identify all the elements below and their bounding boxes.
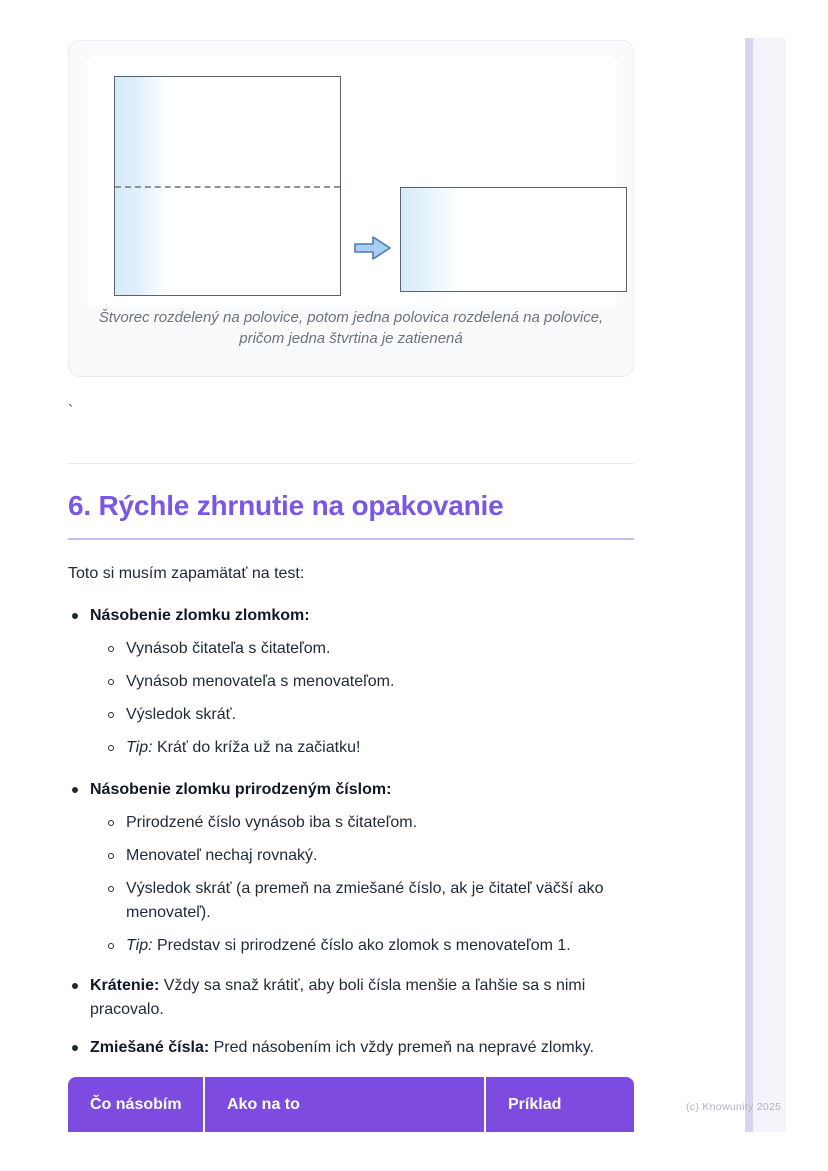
- circle-bullet-icon: [108, 844, 126, 868]
- circle-bullet-icon: [108, 934, 126, 958]
- sub-list-item-text: Tip: Kráť do kríža už na začiatku!: [126, 739, 361, 756]
- sub-list-item-text: Menovateľ nechaj rovnaký.: [126, 847, 318, 864]
- sub-list-item: [68, 934, 634, 958]
- list-item-text: Krátenie: Vždy sa snaž krátiť, aby boli čísla menšie a ľahšie sa s nimi pracovalo.: [90, 977, 586, 1018]
- list-item: [68, 974, 634, 1022]
- circle-bullet-icon: [108, 736, 126, 760]
- tip-label: Tip:: [126, 937, 153, 954]
- next-page-edge: [745, 38, 786, 1132]
- list-item: [68, 604, 634, 628]
- sub-list-item: [68, 811, 634, 835]
- sub-list-item: [68, 844, 634, 868]
- sub-list-item-text: Vynásob čitateľa s čitateľom.: [126, 640, 331, 657]
- sub-list-item: [68, 736, 634, 760]
- circle-bullet-icon: [108, 811, 126, 835]
- list-item: [68, 778, 634, 802]
- section-heading: 6. Rýchle zhrnutie na opakovanie: [68, 488, 634, 540]
- document-content: [68, 0, 634, 1132]
- summary-list: [68, 604, 634, 1060]
- sub-list-item-text: Vynásob menovateľa s menovateľom.: [126, 673, 395, 690]
- right-arrow-icon: [353, 234, 393, 262]
- sub-list-item: [68, 670, 634, 694]
- circle-bullet-icon: [108, 637, 126, 661]
- dashed-half-line: [115, 186, 340, 188]
- square-diagram: [114, 76, 341, 296]
- list-item-title: Násobenie zlomku zlomkom:: [90, 607, 310, 624]
- bullet-dot-icon: [72, 1036, 90, 1060]
- sub-list-item: [68, 877, 634, 925]
- copyright-watermark: (c) Knowunity 2025: [686, 1101, 782, 1113]
- bullet-dot-icon: [72, 604, 90, 628]
- sub-list-item-text: Výsledok skráť.: [126, 706, 237, 723]
- list-item-title: Násobenie zlomku prirodzeným číslom:: [90, 781, 392, 798]
- figure-card: [68, 40, 634, 377]
- table-header-cell: Čo násobím: [68, 1077, 203, 1132]
- tip-label: Tip:: [126, 739, 153, 756]
- figure-canvas: [87, 55, 617, 307]
- circle-bullet-icon: [108, 703, 126, 727]
- figure-caption: Štvorec rozdelený na polovice, potom jedna polovica rozdelená na polovice, pričom jedna štvrtina je zatienená: [98, 309, 604, 347]
- list-item: [68, 1036, 634, 1060]
- sub-list-item: [68, 703, 634, 727]
- summary-table-header: [68, 1077, 634, 1132]
- table-header-cell: Ako na to: [205, 1077, 484, 1132]
- section-divider: [68, 463, 634, 464]
- table-header-cell: Príklad: [486, 1077, 634, 1132]
- stray-backtick-text: `: [68, 403, 74, 420]
- circle-bullet-icon: [108, 877, 126, 901]
- sub-list-item-text: Prirodzené číslo vynásob iba s čitateľom.: [126, 814, 418, 831]
- sub-list-item-text: Tip: Predstav si prirodzené číslo ako zlomok s menovateľom 1.: [126, 937, 571, 954]
- circle-bullet-icon: [108, 670, 126, 694]
- half-rectangle-diagram: [400, 187, 627, 292]
- sub-list-item-text: Výsledok skráť (a premeň na zmiešané číslo, ak je čitateľ väčší ako menovateľ).: [126, 880, 604, 921]
- list-item-text: Zmiešané čísla: Pred násobením ich vždy premeň na nepravé zlomky.: [90, 1039, 594, 1056]
- bullet-dot-icon: [72, 974, 90, 998]
- section-intro: Toto si musím zapamätať na test:: [68, 565, 305, 582]
- sub-list-item: [68, 637, 634, 661]
- bullet-dot-icon: [72, 778, 90, 802]
